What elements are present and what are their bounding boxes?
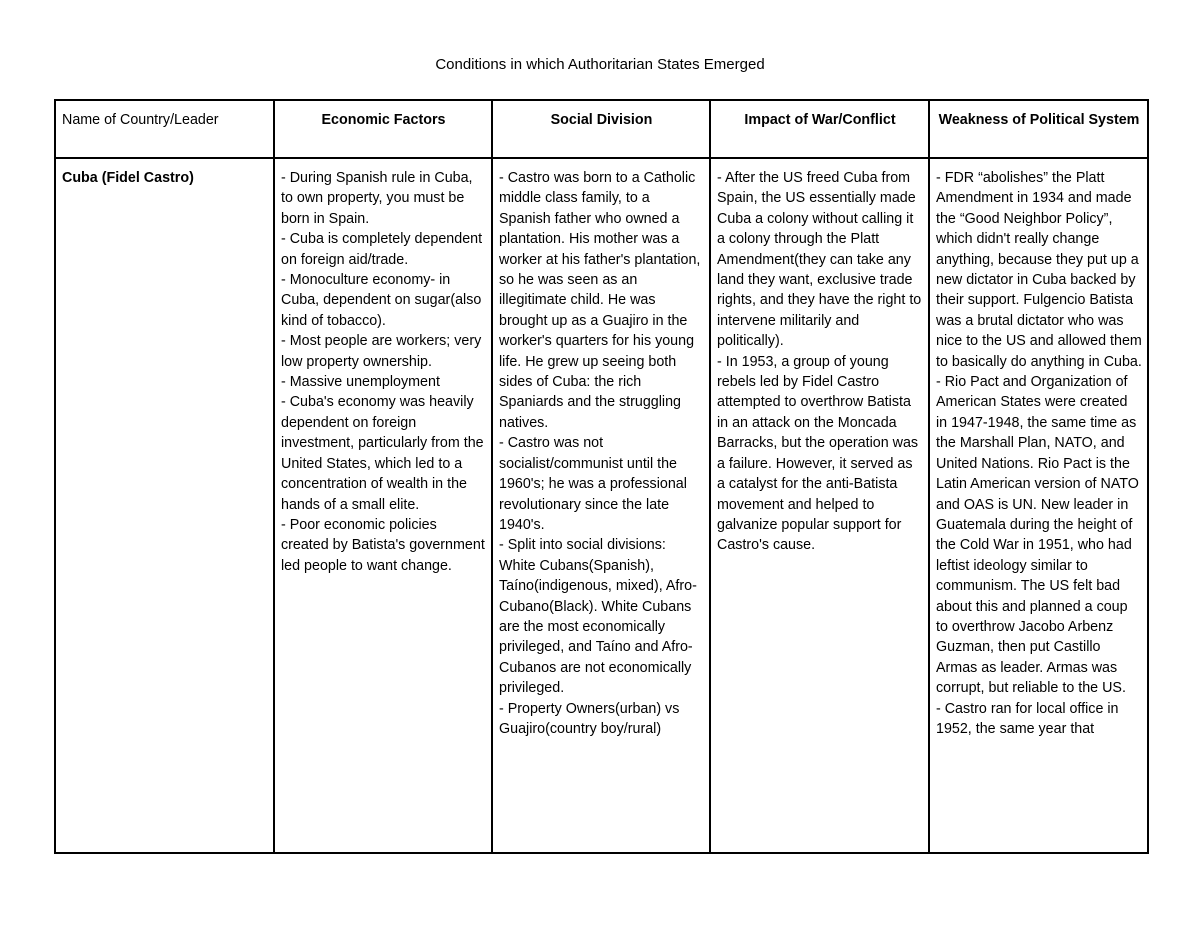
header-economic-factors: Economic Factors — [274, 100, 492, 158]
cell-impact-of-war — [710, 158, 929, 853]
economic-item: - Massive unemployment — [281, 374, 440, 391]
social-item: - Split into social divisions: White Cubans(Spanish), Taíno(indigenous, mixed), Afro-Cubano(Black). White Cubans are the most economically privileged, and Taíno and Afro-Cubanos are not economically privileged. — [499, 537, 697, 697]
social-item: - Property Owners(urban) vs Guajiro(country boy/rural) — [499, 700, 680, 737]
political-item: - Castro ran for local office in 1952, the same year that — [936, 700, 1119, 737]
conditions-table — [54, 99, 1149, 854]
political-item: - Rio Pact and Organization of American States were created in 1947-1948, the same time as the Marshall Plan, NATO, and United Nations. Rio Pact is the Latin American version of NATO and OAS is UN. New leader in Guatemala during the height of the Cold War in 1951, who had leftist ideology similar to communism. The US felt bad about this and planned a coup to overthrow Jacobo Arbenz Guzman, then put Castillo Armas as leader. Armas was corrupt, but reliable to the US. — [936, 374, 1139, 697]
header-impact-of-war: Impact of War/Conflict — [710, 100, 929, 158]
economic-item: - Monoculture economy- in Cuba, dependent on sugar(also kind of tobacco). — [281, 272, 482, 329]
economic-item: - Cuba is completely dependent on foreign aid/trade. — [281, 231, 483, 268]
header-country-leader: Name of Country/Leader — [55, 100, 274, 158]
social-item: - Castro was born to a Catholic middle class family, to a Spanish father who owned a plantation. His mother was a worker at his father's plantation, so he was seen as an illegitimate child. He was brought up as a Guajiro in the worker's quarters for his young life. He grew up seeing both sides of Cuba: the rich Spaniards and the struggling natives. — [499, 170, 701, 431]
economic-item: - Most people are workers; very low property ownership. — [281, 333, 482, 370]
social-item: - Castro was not socialist/communist until the 1960's; he was a professional revolutionary since the late 1940's. — [499, 435, 687, 533]
economic-item: - During Spanish rule in Cuba, to own property, you must be born in Spain. — [281, 170, 473, 227]
cell-social-division — [492, 158, 710, 853]
cell-economic-factors — [274, 158, 492, 853]
war-item: - After the US freed Cuba from Spain, the US essentially made Cuba a colony without calling it a colony through the Platt Amendment(they can take any land they want, exclusive trade rights, and they have the right to intervene militarily and politically). — [717, 170, 922, 350]
political-item: - FDR “abolishes” the Platt Amendment in 1934 and made the “Good Neighbor Policy”, which didn't really change anything, because they put up a new dictator in Cuba backed by their support. Fulgencio Batista was a brutal dictator who was nice to the US and allowed them to basically do anything in Cuba. — [936, 170, 1142, 370]
header-political-weakness: Weakness of Political System — [929, 100, 1148, 158]
cell-country-leader: Cuba (Fidel Castro) — [55, 158, 274, 853]
economic-item: - Cuba's economy was heavily dependent on foreign investment, particularly from the United States, which led to a concentration of wealth in the hands of a small elite. — [281, 394, 484, 513]
header-social-division: Social Division — [492, 100, 710, 158]
table-header-row — [55, 100, 1148, 158]
document-title: Conditions in which Authoritarian States Emerged — [435, 56, 765, 73]
economic-item: - Poor economic policies created by Batista's government led people to want change. — [281, 516, 485, 574]
table-row — [55, 158, 1148, 853]
war-item: - In 1953, a group of young rebels led by Fidel Castro attempted to overthrow Batista in an attack on the Moncada Barracks, but the operation was a failure. However, it served as a catalyst for the anti-Batista movement and helped to galvanize popular support for Castro's cause. — [717, 353, 919, 554]
cell-political-weakness — [929, 158, 1148, 853]
